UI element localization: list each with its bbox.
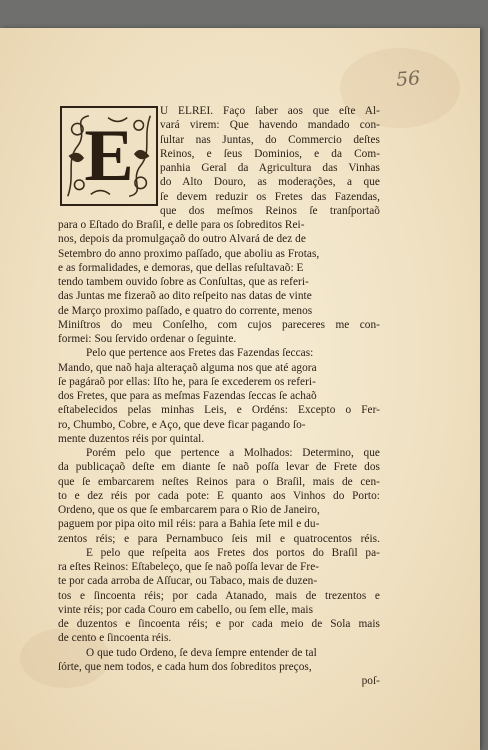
text-line: eſtabelecidos pelas minhas Leis, e Ordéns: Excepto o Fer- (58, 404, 380, 417)
text-line: Ordeno, que os que ſe embarcarem para o Rio de Janeiro, (58, 504, 320, 516)
text-line: Mando, que naõ haja alteraçaõ alguma nos que até agora (58, 361, 317, 374)
text-line: poſ- (361, 675, 380, 687)
text-line: tos e ſincoenta réis; por cada Atanado, mais de trezentos e (58, 589, 380, 602)
text-line: Miniſtros do meu Conſelho, com cujos pareceres me con- (58, 318, 380, 331)
text-line: te por cada arroba de Aſſucar, ou Tabaco, mais de duzen- (58, 575, 318, 588)
text-line: ſe pagáraõ por ellas: Iſto he, para ſe excederem os referi- (58, 375, 316, 388)
text-line: que ſe embarcarem neſtes Reinos para o Braſil, mais de cen- (58, 475, 380, 488)
text-line: do Alto Douro, as moderações, a que (160, 176, 380, 189)
page-number: 56 (395, 67, 421, 91)
text-line: ſultar nas Juntas, do Commercio deſtes (160, 133, 380, 146)
text-line: vinte réis; por cada Couro em cabello, ou ſem elle, mais (58, 603, 314, 616)
text-line: para o Eſtado do Braſil, e delle para os ſobreditos Rei- (58, 219, 305, 231)
text-line: que dos meſmos Reinos ſe tranſportaõ (160, 204, 380, 217)
text-line: nos, depois da promulgaçaõ do outro Alvará de dez de (58, 233, 306, 246)
drop-cap-letter: E (84, 114, 134, 197)
text-line: paguem por pipa oito mil réis: para a Bahia ſete mil e du- (58, 518, 320, 531)
text-line: Reinos, e ſeus Dominios, e da Com- (160, 147, 380, 160)
text-line: formei: Sou ſervido ordenar o ſeguinte. (58, 333, 237, 345)
decree-text (58, 104, 380, 688)
text-line: to e dez réis por cada pote: E quanto aos Vinhos do Porto: (58, 489, 380, 502)
text-line: ra eſtes Reinos: Eſtabeleço, que ſe naõ poſſa levar de Fre- (58, 561, 320, 573)
text-line: dos Fretes, que para as meſmas Fazendas ſeccas ſe achaõ (58, 390, 317, 402)
text-line: ro, Chumbo, Cobre, e Aço, que deve ficar pagando ſo- (58, 418, 306, 431)
text-line: O que tudo Ordeno, ſe deva ſempre entender de tal (86, 646, 317, 659)
text-line: E pelo que reſpeita aos Fretes dos portos do Braſil pa- (86, 546, 380, 559)
text-line: panhia Geral da Agricultura das Vinhas (160, 162, 380, 174)
document-page (0, 28, 480, 750)
text-line: tendo tambem ouvido ſobre as Conſultas, que as referi- (58, 276, 309, 288)
text-line: de Março proximo paſſado, e quatro do corrente, menos (58, 304, 313, 317)
text-line: Setembro do anno proximo paſſado, que aboliu as Frotas, (58, 247, 320, 260)
text-line: da publicaçaõ deſte em diante ſe naõ poſſa levar de Frete dos (58, 461, 380, 474)
text-line: das Juntas me fizeraõ ao dito reſpeito nas datas de vinte (58, 290, 312, 303)
text-line: Pelo que pertence aos Fretes das Fazendas ſeccas: (86, 347, 314, 360)
text-line: Porém pelo que pertence a Molhados: Determino, que (86, 447, 380, 459)
text-line: ſe devem reduzir os Fretes das Fazendas, (160, 190, 380, 203)
text-line: mente duzentos réis por quintal. (58, 432, 205, 445)
text-line: de duzentos e ſincoenta réis; e por cada meio de Sola mais (58, 618, 380, 630)
text-line: ſórte, que nem todos, e cada hum dos ſobreditos preços, (58, 660, 312, 673)
text-line: U ELREI. Faço ſaber aos que eſte Al- (160, 105, 380, 117)
text-line: de cento e ſincoenta réis. (58, 632, 172, 645)
text-line: zentos réis; e para Pernambuco ſeis mil e quatrocentos réis. (58, 532, 380, 545)
text-line: vará virem: Que havendo mandado con- (160, 119, 380, 132)
text-line: e as formalidades, e demoras, que dellas reſultavaõ: E (58, 261, 304, 274)
